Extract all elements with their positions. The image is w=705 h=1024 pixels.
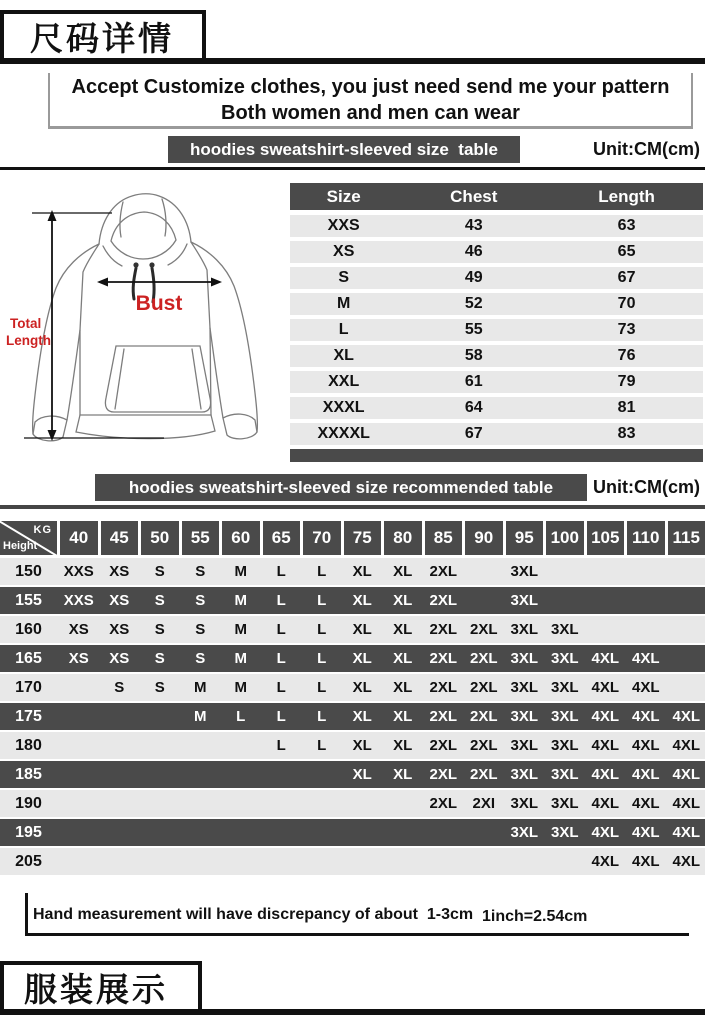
col-header-size: Size — [326, 186, 361, 206]
height-cell: 170 — [15, 678, 42, 696]
size-cell: 4XL — [591, 737, 619, 754]
section2-divider-line — [0, 505, 705, 509]
size-cell: 2XL — [429, 592, 457, 609]
weight-header-cell: 105 — [587, 521, 625, 555]
recommended-table-row — [0, 616, 705, 643]
weight-header-cell: 115 — [668, 521, 705, 555]
recommended-table-row — [0, 732, 705, 759]
grommet-right — [149, 262, 154, 267]
size-cell: XL — [352, 621, 372, 638]
size-cell: L — [317, 650, 327, 667]
total-length-arrow — [48, 210, 57, 441]
size-value: XS — [333, 243, 355, 260]
recommended-table-row — [0, 645, 705, 672]
size-cell: XL — [352, 708, 372, 725]
height-cell: 155 — [15, 591, 42, 609]
size-cell: 3XL — [550, 737, 579, 754]
size-cell: 4XL — [591, 824, 619, 841]
size-table-row — [290, 267, 703, 289]
size-table — [290, 183, 703, 462]
weight-header-cell: 80 — [384, 521, 422, 555]
size-cell: 3XL — [510, 824, 538, 841]
recommended-table-row — [0, 819, 705, 846]
size-cell: 4XL — [631, 853, 660, 870]
height-cell: 195 — [15, 823, 42, 841]
size-cell: 3XL — [510, 621, 538, 638]
size-value: XXS — [327, 217, 360, 234]
size-value: L — [338, 321, 349, 338]
size-cell: L — [276, 708, 286, 725]
height-cell: 190 — [15, 794, 42, 812]
size-cell: 3XL — [550, 795, 579, 812]
size-cell: 3XL — [510, 650, 538, 667]
section1-divider-line — [0, 167, 705, 170]
recommended-table-row — [0, 703, 705, 730]
size-cell: M — [234, 650, 247, 667]
height-cell: 205 — [15, 852, 42, 870]
chest-value: 55 — [464, 321, 483, 338]
clothing-display-title: 服装展示 — [24, 971, 168, 1008]
customize-note — [48, 73, 693, 129]
recommended-table-section-title: hoodies sweatshirt-sleeved size recommended table — [128, 477, 554, 497]
size-cell: S — [154, 563, 165, 580]
customize-note-line2: Both women and men can wear — [221, 102, 520, 124]
size-cell: 2XL — [469, 708, 498, 725]
size-cell: XL — [352, 679, 372, 696]
recommended-table-body — [0, 558, 705, 875]
size-cell: M — [234, 679, 247, 696]
size-cell: XL — [352, 650, 372, 667]
size-cell: L — [317, 679, 327, 696]
kg-height-corner-cell — [0, 521, 57, 555]
kg-label: KG — [33, 524, 52, 536]
size-cell: L — [276, 737, 286, 754]
length-value: 67 — [617, 269, 636, 286]
size-cell: XXS — [63, 563, 94, 580]
recommended-table-row — [0, 674, 705, 701]
size-table-row — [290, 293, 703, 315]
weight-header-cell: 90 — [465, 521, 503, 555]
size-cell: 2XL — [429, 563, 457, 580]
size-cell: 4XL — [591, 766, 619, 783]
size-cell: L — [317, 708, 327, 725]
size-cell: XS — [109, 592, 130, 609]
recommended-table-row — [0, 790, 705, 817]
chest-value: 43 — [464, 217, 483, 234]
size-cell: L — [276, 679, 286, 696]
size-cell: M — [234, 592, 247, 609]
chest-value: 67 — [464, 425, 483, 442]
size-cell: XL — [393, 650, 413, 667]
size-cell: M — [234, 621, 247, 638]
length-value: 73 — [617, 321, 636, 338]
size-value: XXXL — [322, 399, 365, 416]
size-value: XXL — [328, 373, 360, 390]
size-cell: XL — [393, 737, 413, 754]
size-cell: S — [195, 563, 206, 580]
size-cell: L — [276, 650, 286, 667]
size-cell: L — [317, 592, 327, 609]
note-bottom-line — [25, 933, 689, 936]
length-value: 63 — [617, 217, 636, 234]
size-cell: 4XL — [591, 650, 619, 667]
length-value: 76 — [617, 347, 636, 364]
size-table-section-bar — [168, 136, 520, 163]
col-header-chest: Chest — [450, 186, 498, 206]
chest-value: 61 — [464, 373, 483, 390]
top-divider-line — [0, 58, 705, 64]
size-cell: 4XL — [631, 650, 660, 667]
unit-label-2: Unit:CM(cm) — [593, 477, 700, 497]
size-cell: 2XL — [469, 650, 498, 667]
chest-value: 46 — [464, 243, 483, 260]
size-cell: S — [195, 592, 206, 609]
chest-value: 49 — [464, 269, 483, 286]
size-cell: XL — [393, 563, 413, 580]
size-cell: XS — [109, 650, 130, 667]
size-cell: L — [317, 621, 327, 638]
length-value: 65 — [617, 243, 636, 260]
size-cell: L — [317, 737, 327, 754]
size-value: XXXXL — [317, 425, 370, 442]
size-cell: 2XL — [429, 621, 457, 638]
size-cell: 3XL — [510, 795, 538, 812]
size-cell: S — [114, 679, 125, 696]
length-value: 81 — [617, 399, 636, 416]
weight-header-cell: 95 — [506, 521, 544, 555]
inch-conversion-note: 1inch=2.54cm — [482, 908, 588, 925]
size-details-title: 尺码详情 — [30, 20, 174, 57]
size-cell: S — [195, 650, 206, 667]
height-label: Height — [3, 540, 38, 552]
weight-header-cell: 85 — [425, 521, 463, 555]
size-cell: L — [317, 563, 327, 580]
size-cell: 4XL — [631, 795, 660, 812]
bust-arrow — [97, 278, 222, 287]
recommended-table-row — [0, 558, 705, 585]
height-cell: 175 — [15, 707, 42, 725]
recommended-table-section-bar — [95, 474, 587, 501]
size-cell: 4XL — [631, 737, 660, 754]
size-cell: 4XL — [591, 795, 619, 812]
customize-note-line1: Accept Customize clothes, you just need send me your pattern — [71, 76, 670, 98]
hoodie-outline — [33, 194, 258, 441]
size-cell: XL — [393, 766, 413, 783]
size-cell: 2XI — [472, 795, 495, 812]
size-table-footer-bar — [290, 449, 703, 462]
total-length-label-line2: Length — [6, 333, 51, 348]
size-table-row — [290, 319, 703, 341]
size-cell: S — [154, 592, 165, 609]
size-cell: 3XL — [550, 650, 579, 667]
chest-value: 58 — [464, 347, 483, 364]
size-cell: 2XL — [469, 621, 498, 638]
size-cell: 4XL — [631, 679, 660, 696]
weight-header-cell: 110 — [627, 521, 665, 555]
size-cell: 2XL — [429, 795, 457, 812]
size-table-header — [290, 183, 703, 210]
weight-header-cell: 45 — [101, 521, 139, 555]
note-left-line — [25, 893, 28, 935]
recommended-table-row — [0, 848, 705, 875]
height-cell: 180 — [15, 736, 42, 754]
size-cell: 3XL — [510, 563, 538, 580]
weight-header-cell: 40 — [60, 521, 98, 555]
size-cell: XL — [393, 621, 413, 638]
size-cell: 3XL — [510, 708, 538, 725]
size-cell: 4XL — [631, 766, 660, 783]
recommended-table — [0, 521, 705, 877]
length-value: 83 — [617, 425, 636, 442]
total-length-label-line1: Total — [10, 316, 42, 331]
size-cell: XL — [352, 563, 372, 580]
recommended-table-row — [0, 761, 705, 788]
size-value: M — [337, 295, 351, 312]
size-cell: L — [236, 708, 246, 725]
size-cell: 2XL — [469, 766, 498, 783]
size-table-row — [290, 215, 703, 237]
size-cell: XL — [352, 592, 372, 609]
size-table-body — [290, 215, 703, 445]
chest-value: 64 — [464, 399, 483, 416]
size-cell: 3XL — [550, 679, 579, 696]
col-header-length: Length — [598, 186, 655, 206]
size-cell: 3XL — [550, 766, 579, 783]
weight-header-cell: 55 — [182, 521, 220, 555]
size-cell: 2XL — [469, 679, 498, 696]
size-cell: S — [154, 650, 165, 667]
size-cell: XL — [352, 737, 372, 754]
size-cell: 3XL — [510, 679, 538, 696]
size-cell: 4XL — [591, 708, 619, 725]
size-cell: 3XL — [550, 708, 579, 725]
size-cell: 4XL — [631, 824, 660, 841]
size-cell: 4XL — [672, 795, 700, 812]
recommended-table-header — [0, 521, 705, 555]
height-cell: 150 — [15, 562, 42, 580]
size-cell: XL — [393, 679, 413, 696]
size-cell: M — [194, 679, 207, 696]
size-table-row — [290, 371, 703, 393]
measurement-note: Hand measurement will have discrepancy of about 1-3cm — [33, 906, 474, 923]
height-cell: 160 — [15, 620, 42, 638]
weight-header-cell: 100 — [546, 521, 584, 555]
size-cell: 4XL — [672, 853, 700, 870]
size-cell: 2XL — [429, 737, 457, 754]
size-table-row — [290, 397, 703, 419]
size-cell: 4XL — [672, 824, 700, 841]
length-value: 70 — [617, 295, 636, 312]
size-cell: 4XL — [591, 853, 619, 870]
size-cell: S — [154, 679, 165, 696]
size-cell: 4XL — [672, 766, 700, 783]
size-cell: 3XL — [510, 737, 538, 754]
size-cell: 4XL — [672, 708, 700, 725]
size-cell: L — [276, 563, 286, 580]
chest-value: 52 — [464, 295, 483, 312]
size-table-section-title: hoodies sweatshirt-sleeved size table — [189, 139, 498, 159]
height-cell: 185 — [15, 765, 42, 783]
weight-header-cell: 65 — [263, 521, 301, 555]
size-value: S — [338, 269, 350, 286]
size-cell: M — [194, 708, 207, 725]
size-cell: XS — [109, 621, 130, 638]
size-cell: 3XL — [550, 621, 579, 638]
size-cell: L — [276, 592, 286, 609]
size-cell: 2XL — [429, 708, 457, 725]
size-cell: S — [154, 621, 165, 638]
size-table-row — [290, 241, 703, 263]
size-cell: M — [234, 563, 247, 580]
size-cell: XL — [393, 592, 413, 609]
size-cell: 2XL — [429, 679, 457, 696]
size-cell: 3XL — [510, 766, 538, 783]
size-cell: 2XL — [429, 650, 457, 667]
weight-header-cell: 70 — [303, 521, 341, 555]
size-cell: XS — [109, 563, 130, 580]
size-cell: XL — [352, 766, 372, 783]
size-cell: XL — [393, 708, 413, 725]
hoodie-diagram — [2, 182, 287, 462]
size-value: XL — [333, 347, 354, 364]
size-table-row — [290, 423, 703, 445]
height-cell: 165 — [15, 649, 42, 667]
size-cell: 4XL — [672, 737, 700, 754]
unit-label-1: Unit:CM(cm) — [593, 139, 700, 159]
size-cell: S — [195, 621, 206, 638]
bust-label: Bust — [135, 292, 183, 315]
weight-header-cell: 75 — [344, 521, 382, 555]
size-cell: 2XL — [469, 737, 498, 754]
size-cell: 4XL — [591, 679, 619, 696]
size-cell: 3XL — [510, 592, 538, 609]
size-cell: XS — [68, 650, 89, 667]
size-cell: 4XL — [631, 708, 660, 725]
size-cell: XS — [68, 621, 89, 638]
grommet-left — [133, 262, 138, 267]
size-cell: L — [276, 621, 286, 638]
weight-header-cell: 50 — [141, 521, 179, 555]
bottom-divider-line — [0, 1009, 705, 1015]
weight-header-cell: 60 — [222, 521, 260, 555]
size-details-title-box — [0, 10, 206, 63]
clothing-display-title-box — [0, 961, 202, 1014]
length-value: 79 — [617, 373, 636, 390]
size-table-row — [290, 345, 703, 367]
size-cell: 3XL — [550, 824, 579, 841]
size-cell: 2XL — [429, 766, 457, 783]
recommended-table-row — [0, 587, 705, 614]
size-cell: XXS — [63, 592, 94, 609]
